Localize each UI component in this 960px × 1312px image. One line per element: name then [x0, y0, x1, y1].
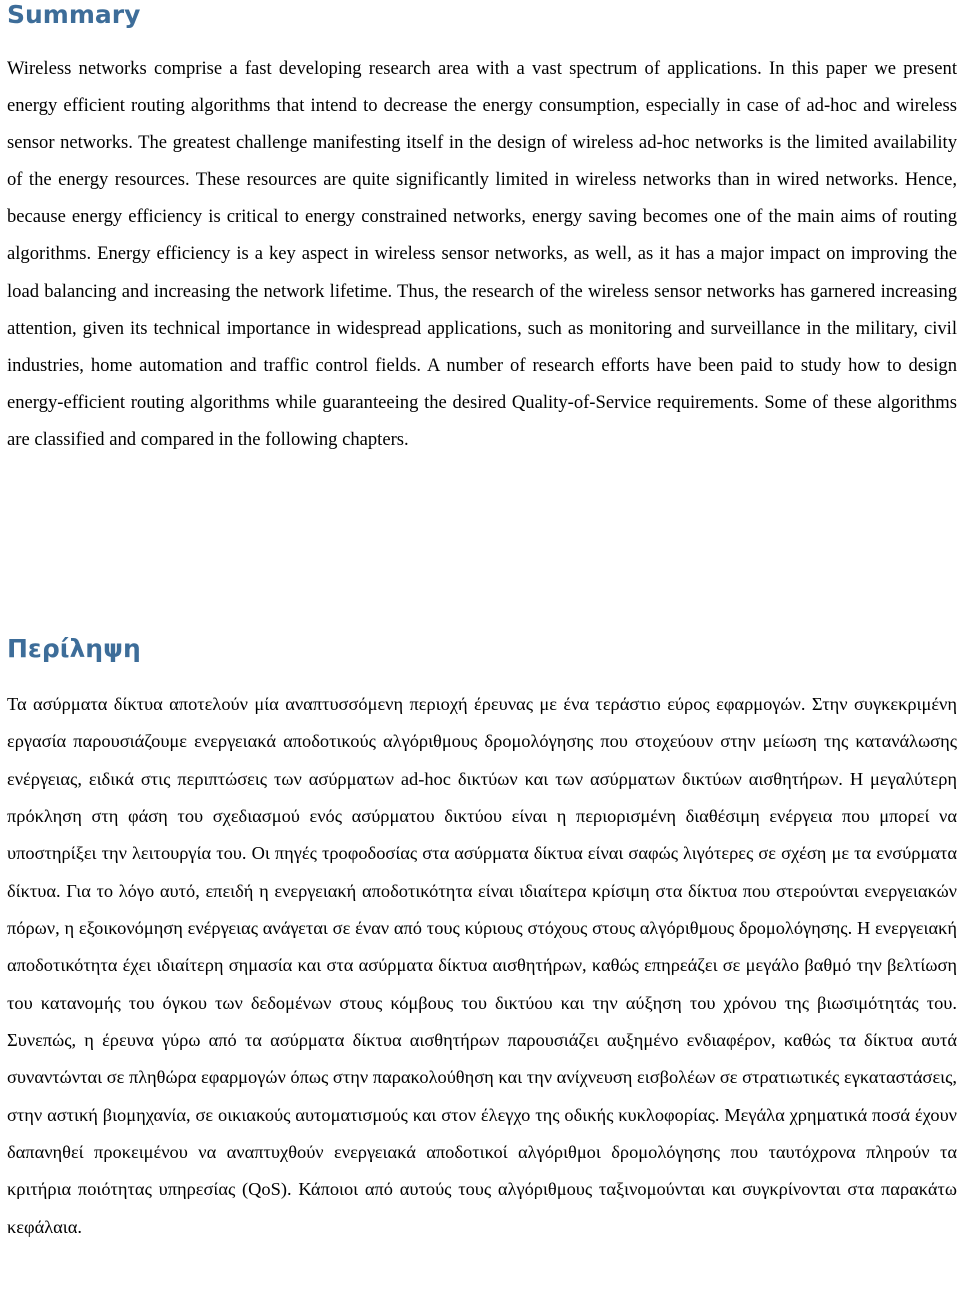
- summary-heading: Summary: [7, 0, 141, 29]
- summary-paragraph: Wireless networks comprise a fast developing research area with a vast spectrum of applications. In this paper we present energy efficient routing algorithms that intend to decrease the energy consumption, especially in case of ad-hoc and wireless sensor networks. The greatest challenge manifesting itself in the design of wireless ad-hoc networks is the limited availability of the energy resources. These resources are quite significantly limited in wireless networks than in wired networks. Hence, because energy efficiency is critical to energy constrained networks, energy saving becomes one of the main aims of routing algorithms. Energy efficiency is a key aspect in wireless sensor networks, as well, as it has a major impact on improving the load balancing and increasing the network lifetime. Thus, the research of the wireless sensor networks has garnered increasing attention, given its technical importance in widespread applications, such as monitoring and surveillance in the military, civil industries, home automation and traffic control fields. A number of research efforts have been paid to study how to design energy-efficient routing algorithms while guaranteeing the desired Quality-of-Service requirements. Some of these algorithms are classified and compared in the following chapters.: [7, 58, 957, 450]
- greek-summary-paragraph: Τα ασύρματα δίκτυα αποτελούν μία αναπτυσσόμενη περιοχή έρευνας με ένα τεράστιο εύρος εφαρμογών. Στην συγκεκριμένη εργασία παρουσιάζουμε ενεργειακά αποδοτικούς αλγόριθμους δρομολόγησης που στοχεύουν στην μείωση της κατανάλωσης ενέργειας, ειδικά στις περιπτώσεις των ασύρματων ad-hoc δικτύων και των ασύρματων δικτύων αισθητήρων. Η μεγαλύτερη πρόκληση στη φάση του σχεδιασμού ενός ασύρματου δικτύου είναι η περιορισμένη διαθέσιμη ενέργεια που μπορεί να υποστηρίξει την λειτουργία του. Οι πηγές τροφοδοσίας στα ασύρματα δίκτυα είναι σαφώς λιγότερες σε σχέση με τα ενσύρματα δίκτυα. Για το λόγο αυτό, επειδή η ενεργειακή αποδοτικότητα είναι ιδιαίτερα κρίσιμη στα δίκτυα που στερούνται ενεργειακών πόρων, η εξοικονόμηση ενέργειας ανάγεται σε έναν από τους κύριους στόχους στους αλγόριθμους δρομολόγησης. Η ενεργειακή αποδοτικότητα έχει ιδιαίτερη σημασία και στα ασύρματα δίκτυα αισθητήρων, καθώς επηρεάζει σε μεγάλο βαθμό την βελτίωση του κατανομής του όγκου των δεδομένων στους κόμβους του δικτύου και την αύξηση του χρόνου της βιωσιμότητάς του. Συνεπώς, η έρευνα γύρω από τα ασύρματα δίκτυα αισθητήρων παρουσιάζει αυξημένο ενδιαφέρον, καθώς τα δίκτυα αυτά συναντώνται σε πληθώρα εφαρμογών όπως στην παρακολούθηση και την ανίχνευση εισβολέων σε στρατιωτικές εγκαταστάσεις, στην αστική βιομηχανία, σε οικιακούς αυτοματισμούς και στον έλεγχο της οδικής κυκλοφορίας. Μεγάλα χρηματικά ποσά έχουν δαπανηθεί προκειμένου να αναπτυχθούν ενεργειακά αποδοτικοί αλγόριθμοι δρομολόγησης που ταυτόχρονα πληρούν τα κριτήρια ποιότητας υπηρεσίας (QoS). Κάποιοι από αυτούς τους αλγόριθμους ταξινομούνται και συγκρίνονται στα παρακάτω κεφάλαια.: [7, 694, 957, 1237]
- greek-summary-heading: Περίληψη: [7, 634, 141, 663]
